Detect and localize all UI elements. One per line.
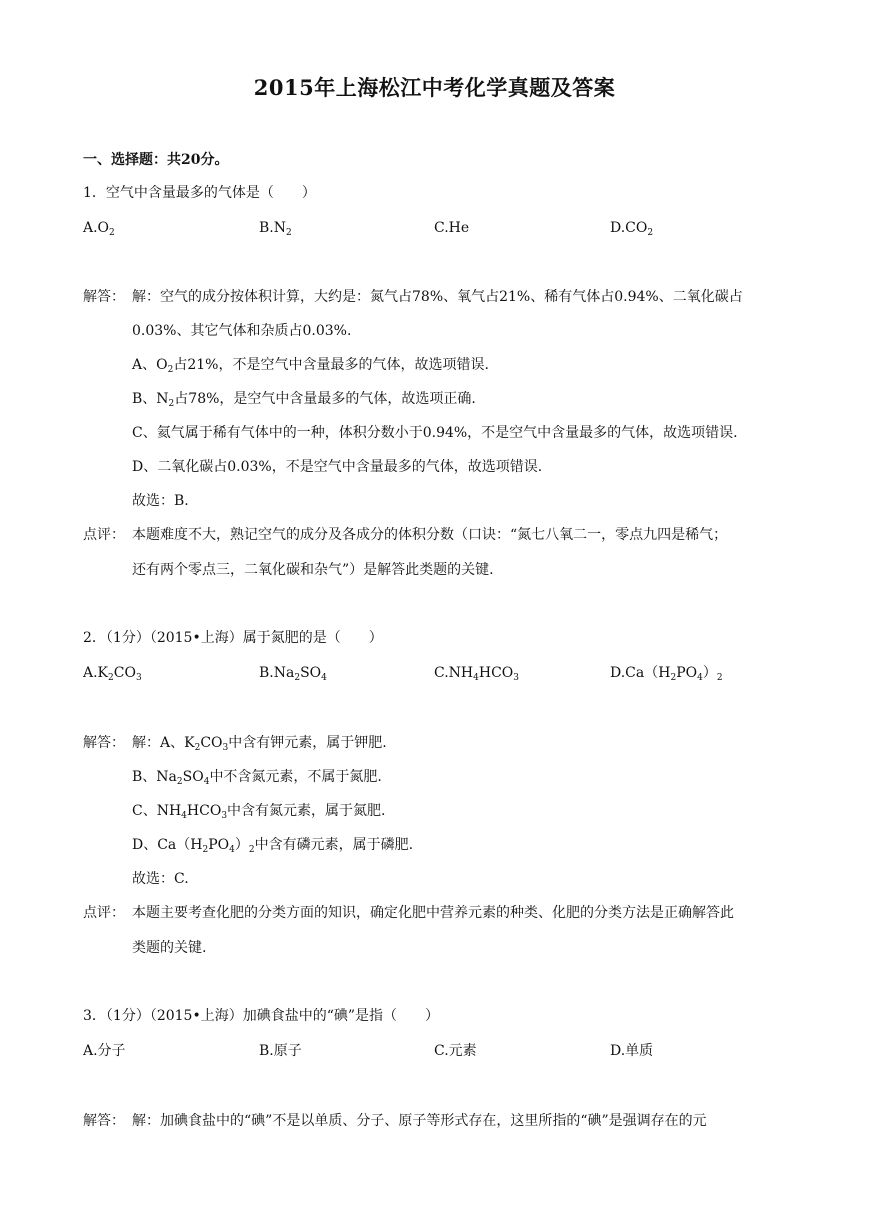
q2-answer-d: D、$Ca(H_2PO_4)_2$中含有磷元素，属于磷肥. (132, 837, 414, 855)
q3-answer-line-1: 解：加碘食盐中的“碘”不是以单质、分子、原子等形式存在，这里所指的“碘”是强调存在的元 (132, 1113, 707, 1129)
q2-option-a: $A.K_2CO_3$ (83, 665, 142, 683)
q3-option-c: C.元素 (434, 1043, 477, 1059)
q1-answer-line-2: 0.03%、其它气体和杂质占0.03%. (132, 323, 352, 339)
q2-option-d: $D.Ca(H_2PO_4)_2$ (610, 665, 723, 683)
section-heading: 一、选择题：共20分。 (83, 152, 229, 168)
q1-answer-c: C、氦气属于稀有气体中的一种，体积分数小于0.94%，不是空气中含量最多的气体，故选项错误. (132, 425, 738, 441)
question-1-stem: 1．空气中含量最多的气体是（ ） (83, 185, 316, 201)
q1-option-b: $B.N_2$ (259, 220, 292, 238)
q1-answer-a: A、$O_2$占21%，不是空气中含量最多的气体，故选项错误. (132, 357, 489, 375)
q1-comment-line-1: 本题难度不大，熟记空气的成分及各成分的体积分数（口诀：“氮七八氧二一，零点九四是稀气； (132, 527, 728, 543)
q1-answer-line-1: 解：空气的成分按体积计算，大约是：氮气占78%、氧气占21%、稀有气体占0.94%、二氧化碳占 (132, 289, 743, 305)
q2-answer-a: 解：A、$K_2CO_3$中含有钾元素，属于钾肥. (132, 735, 387, 753)
q1-answer-label: 解答： (83, 289, 125, 305)
q1-comment-label: 点评： (83, 527, 125, 543)
q1-option-d: $D.CO_2$ (610, 220, 654, 238)
q2-answer-b: B、$Na_2SO_4$中不含氮元素，不属于氮肥. (132, 769, 382, 787)
document-title: 2015年上海松江中考化学真题及答案 (253, 75, 616, 100)
q2-answer-label: 解答： (83, 735, 125, 751)
q2-option-b: $B.Na_2SO_4$ (259, 665, 327, 683)
q3-option-d: D.单质 (610, 1043, 654, 1059)
q3-answer-label: 解答： (83, 1113, 125, 1129)
q1-answer-choice: 故选：B. (132, 493, 189, 509)
question-3-stem: 3．（1分）（2015•上海）加碘食盐中的“碘”是指（ ） (83, 1008, 440, 1024)
q2-comment-label: 点评： (83, 905, 125, 921)
q1-comment-line-2: 还有两个零点三，二氧化碳和杂气”）是解答此类题的关键. (132, 562, 494, 578)
q1-answer-b: B、$N_2$占78%，是空气中含量最多的气体，故选项正确. (132, 391, 476, 409)
q2-comment-line-2: 类题的关键. (132, 940, 207, 956)
q2-option-c: $C.NH_4HCO_3$ (434, 665, 519, 683)
q1-answer-d: D、二氧化碳占0.03%，不是空气中含量最多的气体，故选项错误. (132, 459, 543, 475)
q2-answer-choice: 故选：C. (132, 871, 189, 887)
q2-answer-c: C、$NH_4HCO_3$中含有氮元素，属于氮肥. (132, 803, 386, 821)
q1-option-a: $A.O_2$ (83, 220, 115, 238)
q1-option-c: C.He (434, 220, 470, 236)
q3-option-b: B.原子 (259, 1043, 302, 1059)
question-2-stem: 2．（1分）（2015•上海）属于氮肥的是（ ） (83, 630, 383, 646)
q3-option-a: A.分子 (83, 1043, 126, 1059)
q2-comment-line-1: 本题主要考查化肥的分类方面的知识，确定化肥中营养元素的种类、化肥的分类方法是正确解答此 (132, 905, 734, 921)
